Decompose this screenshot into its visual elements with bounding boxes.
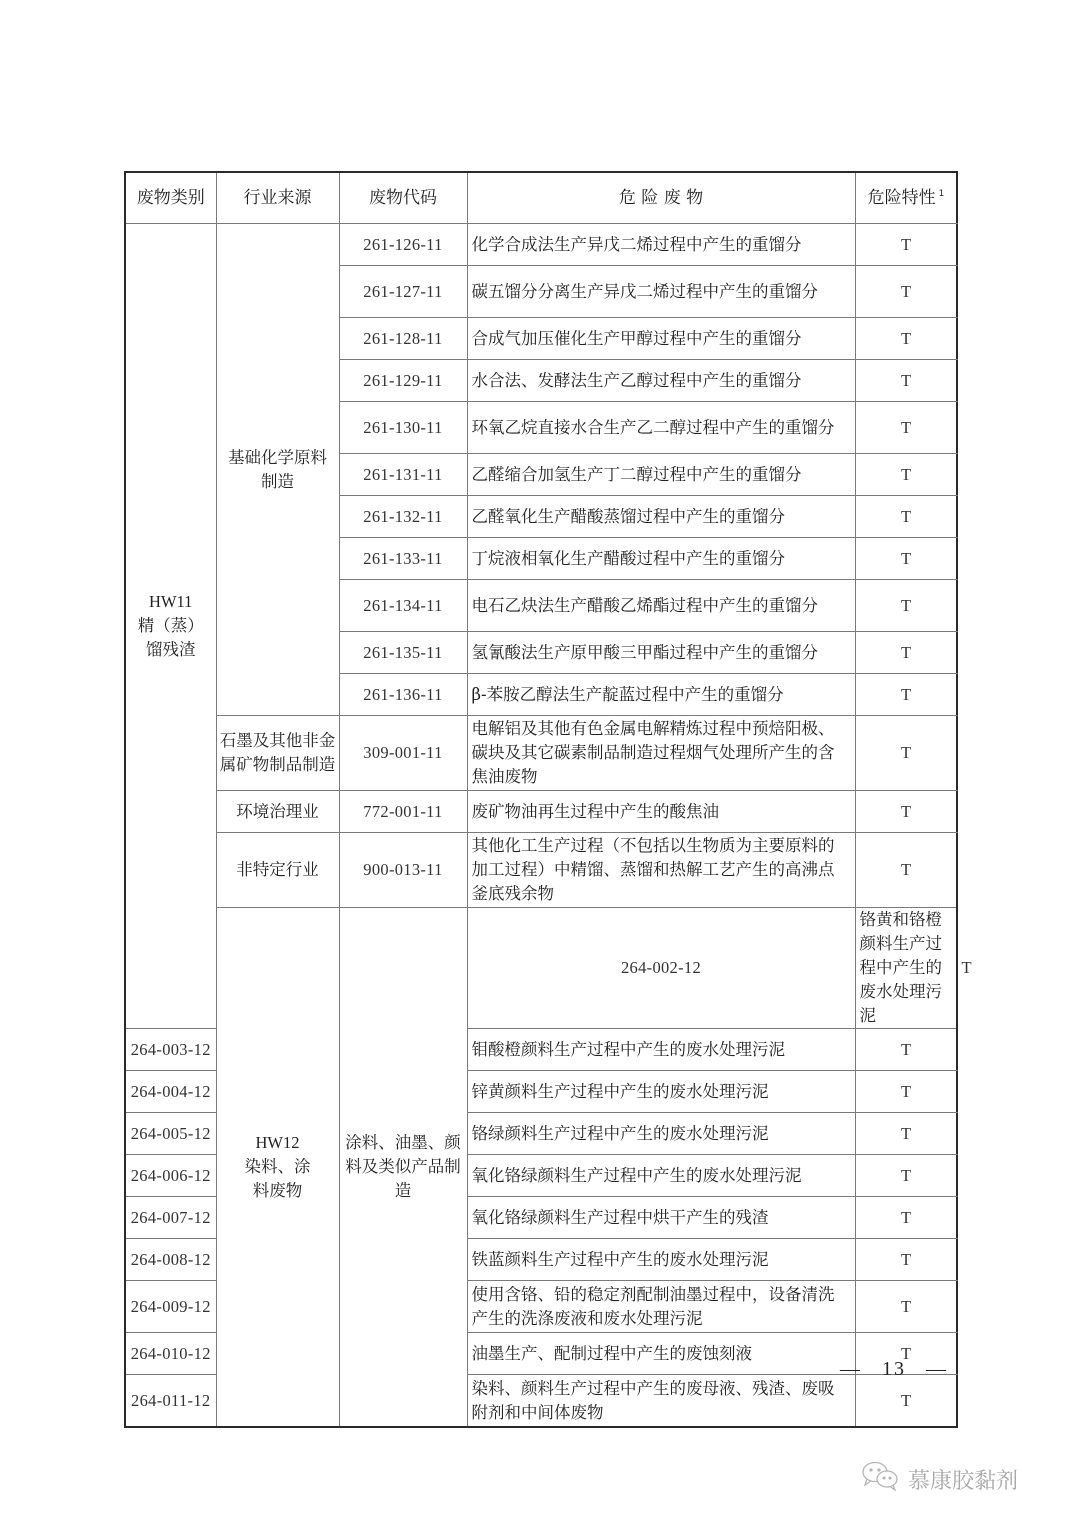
hazard-value: T <box>855 833 957 908</box>
industry-cell: 涂料、油墨、颜料及类似产品制造 <box>339 908 467 1428</box>
waste-code: 264-005-12 <box>125 1113 216 1155</box>
waste-description: 碳五馏分分离生产异戊二烯过程中产生的重馏分 <box>467 266 855 318</box>
table-row <box>125 791 957 833</box>
waste-code: 264-002-12 <box>467 908 855 1029</box>
waste-description: 氧化铬绿颜料生产过程中烘干产生的残渣 <box>467 1197 855 1239</box>
hazard-value: T <box>855 1281 957 1333</box>
waste-description: 环氧乙烷直接水合生产乙二醇过程中产生的重馏分 <box>467 402 855 454</box>
waste-description: 合成气加压催化生产甲醇过程中产生的重馏分 <box>467 318 855 360</box>
hazardous-waste-table <box>124 171 972 1428</box>
hazard-value: T <box>855 224 957 266</box>
industry-cell: 基础化学原料制造 <box>216 224 339 716</box>
header-category: 废物类别 <box>125 172 216 224</box>
hazard-value: T <box>855 1239 957 1281</box>
page-dash-right: — <box>926 1358 948 1380</box>
industry-cell: 石墨及其他非金属矿物制品制造 <box>216 716 339 791</box>
header-code: 废物代码 <box>339 172 467 224</box>
hazard-value: T <box>855 1113 957 1155</box>
header-hazard-label: 危险特性 <box>867 188 936 208</box>
waste-description: 水合法、发酵法生产乙醇过程中产生的重馏分 <box>467 360 855 402</box>
waste-code: 261-126-11 <box>339 224 467 266</box>
category-cell-hw11 <box>125 224 216 1029</box>
table-row <box>125 716 957 791</box>
waste-description: 氢氰酸法生产原甲酸三甲酯过程中产生的重馏分 <box>467 632 855 674</box>
hazard-value: T <box>855 1029 957 1071</box>
waste-description: 其他化工生产过程（不包括以生物质为主要原料的加工过程）中精馏、蒸馏和热解工艺产生的高沸点釜底残余物 <box>467 833 855 908</box>
table-header-row <box>125 172 957 224</box>
hazard-value: T <box>855 716 957 791</box>
waste-code: 261-129-11 <box>339 360 467 402</box>
page-number-value: 13 <box>882 1358 906 1380</box>
category-name-line2: 料废物 <box>252 1181 303 1200</box>
hazard-value: T <box>855 1333 957 1375</box>
category-cell-hw12 <box>216 908 339 1428</box>
header-hazard <box>855 172 957 224</box>
waste-code: 264-011-12 <box>125 1375 216 1428</box>
waste-code: 261-136-11 <box>339 674 467 716</box>
waste-code: 264-003-12 <box>125 1029 216 1071</box>
waste-description: 铁蓝颜料生产过程中产生的废水处理污泥 <box>467 1239 855 1281</box>
waste-code: 264-010-12 <box>125 1333 216 1375</box>
waste-description: 丁烷液相氧化生产醋酸过程中产生的重馏分 <box>467 538 855 580</box>
waste-description: 乙醛缩合加氢生产丁二醇过程中产生的重馏分 <box>467 454 855 496</box>
waste-code: 261-132-11 <box>339 496 467 538</box>
waste-description: 锌黄颜料生产过程中产生的废水处理污泥 <box>467 1071 855 1113</box>
waste-code: 264-009-12 <box>125 1281 216 1333</box>
waste-description: 使用含铬、铅的稳定剂配制油墨过程中，设备清洗产生的洗涤废液和废水处理污泥 <box>467 1281 855 1333</box>
hazard-value: T <box>855 538 957 580</box>
category-name-line2: 馏残渣 <box>146 640 196 659</box>
waste-code: 261-127-11 <box>339 266 467 318</box>
waste-description: 油墨生产、配制过程中产生的废蚀刻液 <box>467 1333 855 1375</box>
hazard-value: T <box>855 674 957 716</box>
waste-description: 电石乙炔法生产醋酸乙烯酯过程中产生的重馏分 <box>467 580 855 632</box>
waste-description: 铬绿颜料生产过程中产生的废水处理污泥 <box>467 1113 855 1155</box>
hazard-value: T <box>855 1071 957 1113</box>
waste-description: 铬黄和铬橙颜料生产过程中产生的废水处理污泥 <box>855 908 957 1029</box>
table-row <box>125 833 957 908</box>
waste-description: 化学合成法生产异戊二烯过程中产生的重馏分 <box>467 224 855 266</box>
page-dash-left: — <box>840 1358 862 1380</box>
footnote-marker: 1 <box>938 189 945 199</box>
hazard-value: T <box>855 1155 957 1197</box>
table-row <box>125 224 957 266</box>
waste-code: 261-134-11 <box>339 580 467 632</box>
waste-code: 261-130-11 <box>339 402 467 454</box>
waste-code: 772-001-11 <box>339 791 467 833</box>
table-row: HW12 染料、涂 料废物 涂料、油墨、颜料及类似产品制造 264-002-12 铬黄和铬橙颜料生产过程中产生的废水处理污泥 T <box>125 908 957 1029</box>
industry-cell: 非特定行业 <box>216 833 339 908</box>
category-name-line1: 精（蒸） <box>137 616 204 635</box>
wechat-icon <box>860 1460 908 1498</box>
category-code: HW12 <box>255 1133 300 1152</box>
hazard-value: T <box>855 496 957 538</box>
hazard-value: T <box>855 791 957 833</box>
waste-code: 264-006-12 <box>125 1155 216 1197</box>
waste-code: 261-128-11 <box>339 318 467 360</box>
waste-code: 309-001-11 <box>339 716 467 791</box>
page-number <box>830 1358 958 1381</box>
watermark <box>860 1460 1018 1498</box>
waste-code: 261-135-11 <box>339 632 467 674</box>
category-name-line1: 染料、涂 <box>244 1157 311 1176</box>
waste-description: 钼酸橙颜料生产过程中产生的废水处理污泥 <box>467 1029 855 1071</box>
hazard-value: T <box>855 318 957 360</box>
industry-cell: 环境治理业 <box>216 791 339 833</box>
hazard-value: T <box>855 580 957 632</box>
waste-description: 电解铝及其他有色金属电解精炼过程中预焙阳极、碳块及其它碳素制品制造过程烟气处理所产生的含焦油废物 <box>467 716 855 791</box>
waste-code: 261-133-11 <box>339 538 467 580</box>
header-waste: 危 险 废 物 <box>467 172 855 224</box>
waste-description: 染料、颜料生产过程中产生的废母液、残渣、废吸附剂和中间体废物 <box>467 1375 855 1428</box>
waste-code: 264-007-12 <box>125 1197 216 1239</box>
category-code: HW11 <box>149 592 193 611</box>
waste-description: 乙醛氧化生产醋酸蒸馏过程中产生的重馏分 <box>467 496 855 538</box>
hazard-value: T <box>855 1197 957 1239</box>
waste-code: 900-013-11 <box>339 833 467 908</box>
hazard-value: T <box>855 360 957 402</box>
hazard-value: T <box>855 402 957 454</box>
waste-code: 264-008-12 <box>125 1239 216 1281</box>
hazard-value: T <box>855 266 957 318</box>
waste-description: 废矿物油再生过程中产生的酸焦油 <box>467 791 855 833</box>
hazard-value: T <box>855 1375 957 1428</box>
waste-description: β-苯胺乙醇法生产靛蓝过程中产生的重馏分 <box>467 674 855 716</box>
header-industry: 行业来源 <box>216 172 339 224</box>
waste-code: 264-004-12 <box>125 1071 216 1113</box>
watermark-text: 慕康胶黏剂 <box>908 1468 1019 1494</box>
hazard-value: T <box>855 632 957 674</box>
waste-description: 氧化铬绿颜料生产过程中产生的废水处理污泥 <box>467 1155 855 1197</box>
waste-code: 261-131-11 <box>339 454 467 496</box>
hazard-value: T <box>855 454 957 496</box>
